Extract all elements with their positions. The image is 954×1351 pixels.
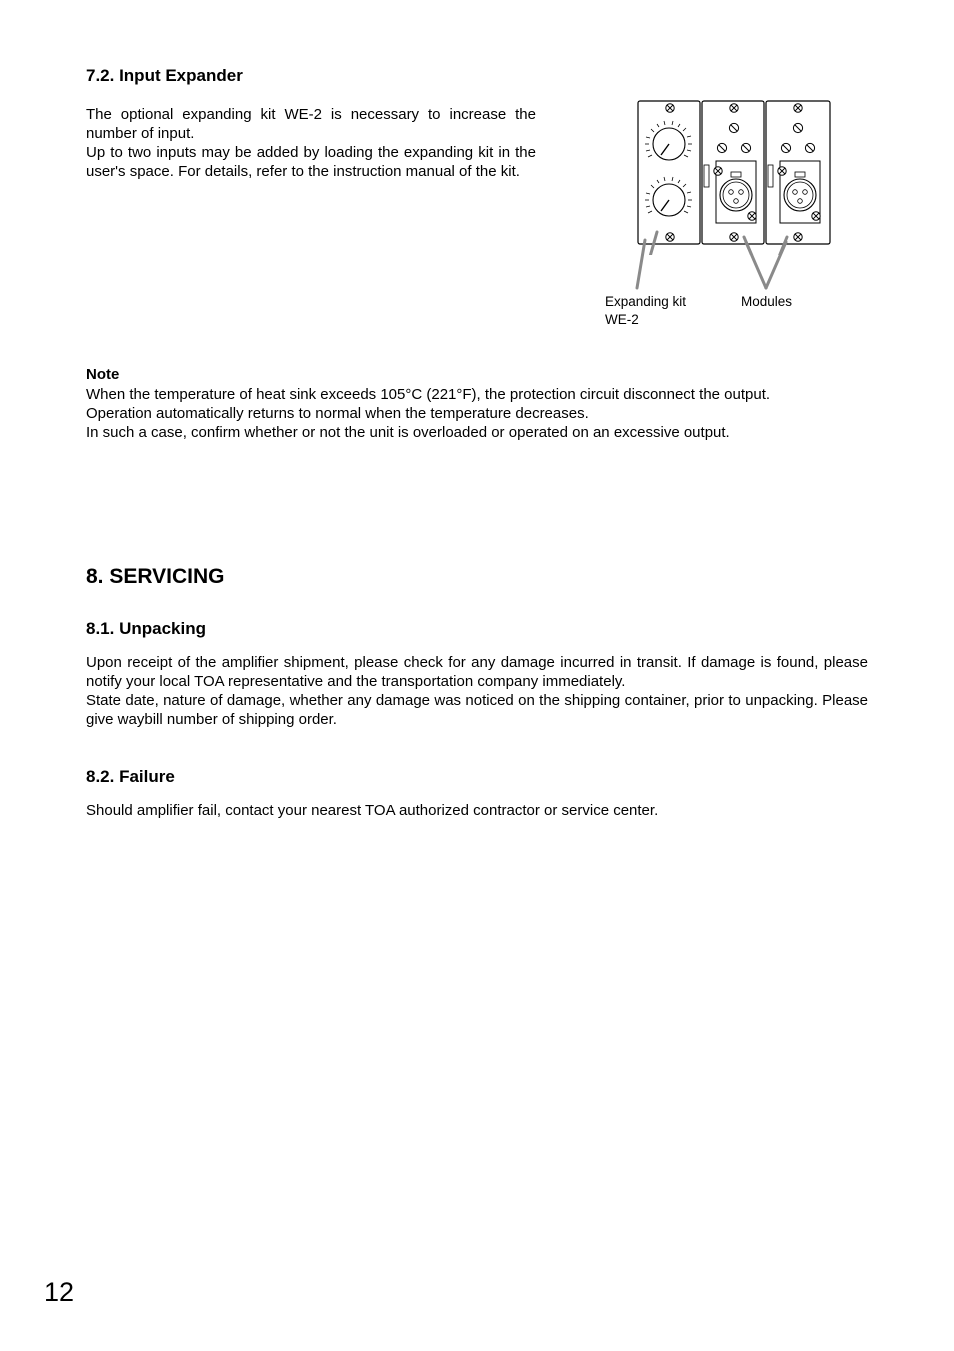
note-line: When the temperature of heat sink exceeds 105°C (221°F), the protection circuit disconnect the output. [86, 386, 771, 403]
section-7-2-heading: 7.2. Input Expander [86, 66, 243, 85]
page-number: 12 [44, 1277, 75, 1307]
paragraph: The optional expanding kit WE-2 is necessary to increase the number of input. [86, 106, 536, 142]
section-7-2-body [86, 105, 536, 181]
paragraph: Should amplifier fail, contact your nearest TOA authorized contractor or service center. [86, 802, 659, 819]
figure-leader-lines [600, 230, 840, 290]
section-8-heading: 8. SERVICING [86, 565, 225, 588]
note-label: Note [86, 366, 120, 383]
note-body [86, 385, 876, 442]
paragraph: Upon receipt of the amplifier shipment, please check for any damage incurred in transit. If damage is found, please notify your local TOA representative and the transportation company immediately. [86, 654, 868, 690]
figure-label-expanding-kit: Expanding kit WE-2 [605, 294, 687, 327]
section-8-2-body [86, 801, 868, 820]
section-8-1-body [86, 653, 868, 729]
section-8-1-heading: 8.1. Unpacking [86, 619, 206, 638]
section-8-2-heading: 8.2. Failure [86, 767, 175, 786]
note-line: In such a case, confirm whether or not the unit is overloaded or operated on an excessive output. [86, 424, 730, 441]
figure-label-modules: Modules [741, 294, 793, 309]
paragraph: Up to two inputs may be added by loading the expanding kit in the user's space. For details, refer to the instruction manual of the kit. [86, 144, 536, 180]
paragraph: State date, nature of damage, whether any damage was noticed on the shipping container, prior to unpacking. Please give waybill number of shipping order. [86, 692, 868, 728]
note-line: Operation automatically returns to normal when the temperature decreases. [86, 405, 589, 422]
